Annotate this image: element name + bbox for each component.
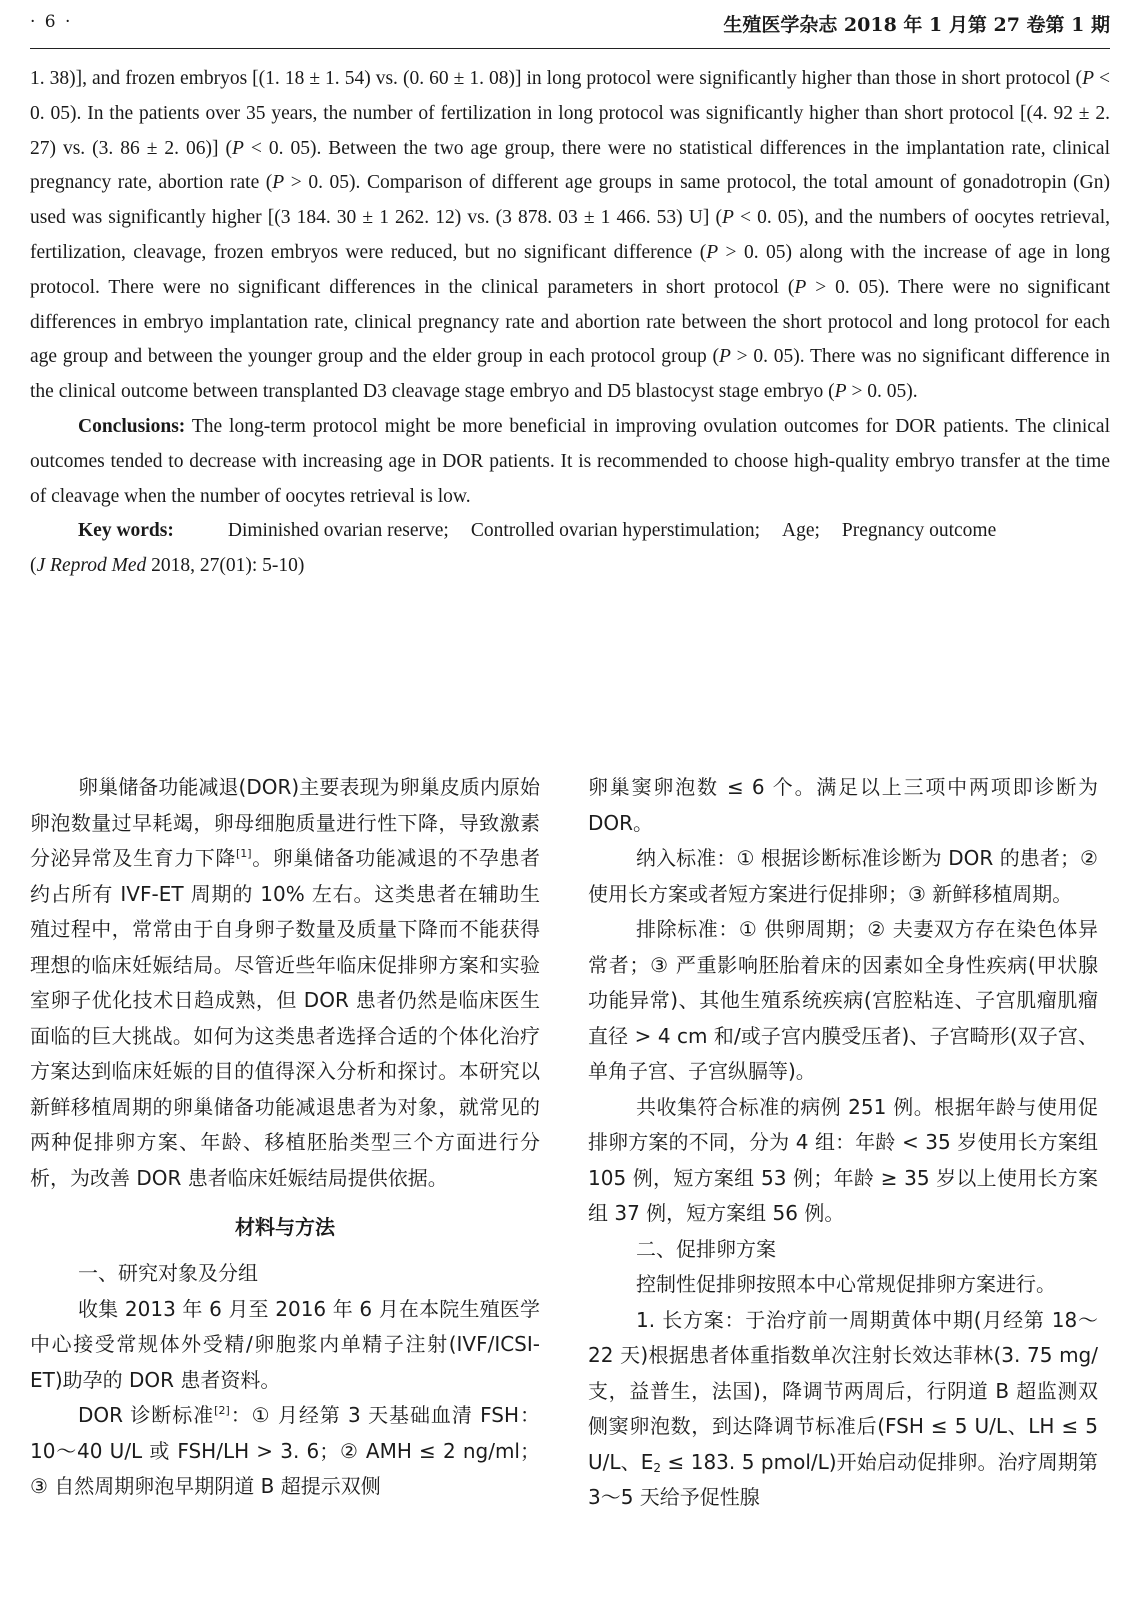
- intro-text: 卵巢储备功能减退(DOR)主要表现为卵巢皮质内原始卵泡数量过早耗竭，卵母细胞质量进行性下降，导致激素分泌异常及生育力下降: [30, 775, 540, 870]
- abstract-results-paragraph: [30, 62, 1110, 410]
- abstract-text: > 0. 05).: [846, 381, 918, 403]
- criteria-text: DOR 诊断标准: [78, 1403, 215, 1427]
- abstract-text: < 0. 05). In the patients over 35 years, the number of fertilization in long protocol was significantly higher than short protocol [(4. 92 ± 2. 27) vs. (3. 86 ± 2. 06)] (: [30, 68, 1111, 159]
- exclusion-criteria: 排除标准：① 供卵周期；② 夫妻双方存在染色体异常者；③ 严重影响胚胎着床的因素如全身性疾病(甲状腺功能异常)、其他生殖系统疾病(宫腔粘连、子宫肌瘤肌瘤直径 > 4 cm 和/或子宫内膜受压者)、子宫畸形(双子宫、单角子宫、子宫纵膈等)。: [588, 917, 1098, 1083]
- abstract-text: < 0. 05). Between the two age group, there were no statistical differences in the implantation rate, clinical pregnancy rate, abortion rate (: [30, 137, 1111, 194]
- reference-marker: [1]: [236, 847, 252, 860]
- criteria-continuation: 卵巢窦卵泡数 ≤ 6 个。满足以上三项中两项即诊断为 DOR。: [588, 775, 1098, 835]
- header-rule: [30, 48, 1110, 49]
- subsection-heading: 一、研究对象及分组: [78, 1261, 258, 1285]
- keyword: Pregnancy outcome: [841, 520, 997, 542]
- abstract-text: > 0. 05). There were no significant differences in embryo implantation rate, clinical pregnancy rate and abortion rate between the short protocol and long protocol for each age group and between the younger group and the elder group in each protocol group (: [30, 276, 1110, 368]
- p-symbol: P: [706, 241, 719, 263]
- protocol-text: ≤ 183. 5 pmol/L)开始启动促排卵。治疗周期第 3～5 天给予促性腺: [588, 1449, 1099, 1509]
- english-abstract: [30, 62, 1110, 584]
- keywords-label: Key words:: [78, 520, 174, 542]
- keyword: Age;: [782, 520, 820, 542]
- intro-paragraph: [30, 770, 540, 1196]
- abstract-text: > 0. 05). There was no significant difference in the clinical outcome between transplanted D3 cleavage stage embryo and D5 blastocyst stage embryo (: [30, 346, 1111, 403]
- intro-text: 。卵巢储备功能减退的不孕患者约占所有 IVF-ET 周期的 10% 左右。这类患者在辅助生殖过程中，常常由于自身卵子数量及质量下降而不能获得理想的临床妊娠结局。尽管近些年临床促排卵方案和实验室卵子优化技术日趋成熟，但 DOR 患者仍然是临床医生面临的巨大挑战。如何为这类患者选择合适的个体化治疗方案达到临床妊娠的目的值得深入分析和探讨。本研究以新鲜移植周期的卵巢储备功能减退患者为对象，就常见的两种促排卵方案、年龄、移植胚胎类型三个方面进行分析，为改善 DOR 患者临床妊娠结局提供依据。: [30, 846, 541, 1190]
- keyword: Diminished ovarian reserve;: [227, 520, 449, 542]
- page-number: · 6 ·: [30, 12, 73, 32]
- long-protocol-paragraph: [588, 1303, 1098, 1516]
- citation-text: (: [30, 555, 37, 577]
- abstract-conclusions: [30, 410, 1110, 514]
- p-symbol: P: [794, 276, 807, 298]
- dor-criteria-paragraph: [30, 1398, 540, 1505]
- criteria-text: ：① 月经第 3 天基础血清 FSH：10～40 U/L 或 FSH/LH > 3. 6；② AMH ≤ 2 ng/ml；③ 自然周期卵泡早期阴道 B 超提示双侧: [30, 1403, 540, 1498]
- journal-title: 生殖医学杂志 2018 年 1 月第 27 卷第 1 期: [723, 14, 1110, 36]
- abstract-text: > 0. 05) along with the increase of age in long protocol. There were no significant differences in the clinical parameters in short protocol (: [30, 241, 1110, 298]
- left-column: [30, 770, 540, 1505]
- p-symbol: P: [719, 346, 731, 368]
- p-symbol: P: [721, 207, 734, 229]
- case-grouping: 共收集符合标准的病例 251 例。根据年龄与使用促排卵方案的不同，分为 4 组：年龄 < 35 岁使用长方案组 105 例，短方案组 53 例；年龄 ≥ 35 岁以上使用长方案组 37 例，短方案组 56 例。: [588, 1094, 1098, 1225]
- right-column: [588, 770, 1098, 1516]
- data-collection-paragraph: 收集 2013 年 6 月至 2016 年 6 月在本院生殖医学中心接受常规体外受精/卵胞浆内单精子注射(IVF/ICSI-ET)助孕的 DOR 患者资料。: [30, 1296, 540, 1392]
- subscript: 2: [653, 1460, 662, 1475]
- p-symbol: P: [1082, 68, 1094, 89]
- conclusions-text: The long-term protocol might be more beneficial in improving ovulation outcomes for DOR patients. The clinical outcomes tended to decrease with increasing age in DOR patients. It is recommended to choose high-quality embryo transfer at the time of cleavage when the number of oocytes retrieval is low.: [30, 415, 1110, 507]
- key-words: [30, 514, 1110, 549]
- abstract-text: > 0. 05). Comparison of different age groups in same protocol, the total amount of gonadotropin (Gn) used was significantly higher [(3 184. 30 ± 1 262. 12) vs. (3 878. 03 ± 1 466. 53) U] (: [30, 172, 1111, 229]
- p-symbol: P: [231, 137, 244, 159]
- inclusion-criteria: 纳入标准：① 根据诊断标准诊断为 DOR 的患者；② 使用长方案或者短方案进行促排卵；③ 新鲜移植周期。: [588, 846, 1098, 906]
- conclusions-label: Conclusions:: [78, 415, 186, 437]
- reference-marker: [2]: [214, 1404, 230, 1417]
- section-title: 材料与方法: [235, 1215, 335, 1239]
- protocol-text: 1. 长方案：于治疗前一周期黄体中期(月经第 18～22 天)根据患者体重指数单次注射长效达菲林(3. 75 mg/支，益普生，法国)，降调节两周后，行阴道 B 超监测双侧窦卵泡数，到达降调节标准后(FSH ≤ 5 U/L、LH ≤ 5 U/L、E: [588, 1307, 1098, 1474]
- citation-journal: J Reprod Med: [36, 555, 147, 577]
- abstract-text: 1. 38)], and frozen embryos [(1. 18 ± 1. 54) vs. (0. 60 ± 1. 08)] in long protocol were significantly higher than those in short protocol (: [30, 68, 1083, 89]
- p-symbol: P: [272, 172, 285, 194]
- citation: [30, 549, 1110, 584]
- subsection-heading: 二、促排卵方案: [636, 1236, 776, 1261]
- p-symbol: P: [834, 381, 847, 403]
- citation-text: 2018, 27(01): 5-10): [146, 555, 305, 577]
- keyword: Controlled ovarian hyperstimulation;: [470, 520, 761, 542]
- protocol-intro: 控制性促排卵按照本中心常规促排卵方案进行。: [636, 1272, 1056, 1296]
- page-header: [30, 8, 1110, 48]
- abstract-text: < 0. 05), and the numbers of oocytes retrieval, fertilization, cleavage, frozen embryos were reduced, but no significant difference (: [30, 207, 1111, 263]
